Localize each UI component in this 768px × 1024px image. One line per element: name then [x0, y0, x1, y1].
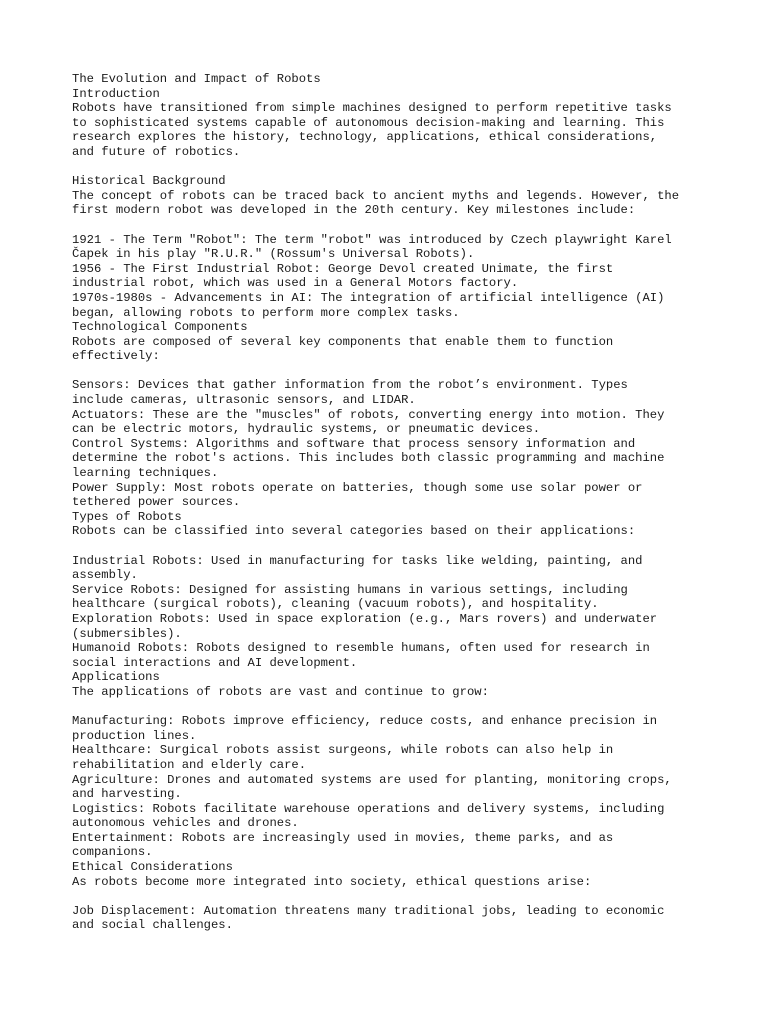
milestone-list — [72, 233, 712, 321]
list-item-line: Čapek in his play "R.U.R." (Rossum's Universal Robots). — [72, 247, 475, 262]
list-item — [72, 743, 712, 772]
list-item-line: 1956 - The First Industrial Robot: George Devol created Unimate, the first — [72, 261, 614, 276]
section-heading-types: Types of Robots — [72, 509, 182, 524]
list-item-line: tethered power sources. — [72, 495, 241, 510]
applications-intro-paragraph — [72, 685, 712, 700]
ethics-intro-paragraph — [72, 875, 712, 890]
list-item-line: rehabilitation and elderly care. — [72, 757, 307, 772]
list-item-line: Industrial Robots: Used in manufacturing for tasks like welding, painting, and — [72, 553, 643, 568]
blank-line — [72, 700, 712, 715]
list-item — [72, 481, 712, 510]
paragraph-line: Robots can be classified into several categories based on their applications: — [72, 524, 636, 539]
list-item-line: Control Systems: Algorithms and software that process sensory information and — [72, 436, 636, 451]
list-item-line: began, allowing robots to perform more complex tasks. — [72, 305, 460, 320]
list-item — [72, 904, 712, 933]
list-item — [72, 831, 712, 860]
ethics-list — [72, 904, 712, 933]
list-item-line: Exploration Robots: Used in space exploration (e.g., Mars rovers) and underwater — [72, 611, 658, 626]
list-item-line: assembly. — [72, 568, 138, 583]
list-item-line: Manufacturing: Robots improve efficiency, reduce costs, and enhance precision in — [72, 714, 658, 729]
blank-line — [72, 539, 712, 554]
applications-list — [72, 714, 712, 860]
components-list — [72, 378, 712, 509]
list-item-line: (submersibles). — [72, 626, 182, 641]
list-item-line: social interactions and AI development. — [72, 655, 358, 670]
list-item-line: include cameras, ultrasonic sensors, and LIDAR. — [72, 393, 416, 408]
paragraph-line: and future of robotics. — [72, 144, 241, 159]
list-item-line: Healthcare: Surgical robots assist surgeons, while robots can also help in — [72, 743, 614, 758]
list-item-line: companions. — [72, 845, 153, 860]
list-item-line: Entertainment: Robots are increasingly used in movies, theme parks, and as — [72, 830, 614, 845]
document-page — [72, 72, 712, 933]
list-item — [72, 802, 712, 831]
paragraph-line: The applications of robots are vast and continue to grow: — [72, 684, 489, 699]
list-item-line: autonomous vehicles and drones. — [72, 816, 299, 831]
introduction-paragraph — [72, 101, 712, 159]
list-item — [72, 262, 712, 291]
history-intro-paragraph — [72, 189, 712, 218]
list-item — [72, 583, 712, 612]
blank-line — [72, 364, 712, 379]
list-item-line: Actuators: These are the "muscles" of robots, converting energy into motion. They — [72, 407, 665, 422]
section-heading-history: Historical Background — [72, 174, 226, 189]
types-intro-paragraph — [72, 524, 712, 539]
list-item-line: determine the robot's actions. This includes both classic programming and machine — [72, 451, 665, 466]
list-item — [72, 408, 712, 437]
list-item-line: Service Robots: Designed for assisting humans in various settings, including — [72, 582, 628, 597]
list-item-line: Logistics: Robots facilitate warehouse operations and delivery systems, including — [72, 801, 665, 816]
list-item — [72, 641, 712, 670]
list-item-line: production lines. — [72, 728, 197, 743]
list-item — [72, 554, 712, 583]
paragraph-line: The concept of robots can be traced back to ancient myths and legends. However, the — [72, 188, 680, 203]
section-heading-ethics: Ethical Considerations — [72, 860, 233, 875]
list-item — [72, 773, 712, 802]
section-heading-components: Technological Components — [72, 320, 248, 335]
list-item-line: healthcare (surgical robots), cleaning (vacuum robots), and hospitality. — [72, 597, 599, 612]
list-item — [72, 378, 712, 407]
list-item-line: can be electric motors, hydraulic systems, or pneumatic devices. — [72, 422, 541, 437]
list-item-line: 1921 - The Term "Robot": The term "robot" was introduced by Czech playwright Karel — [72, 232, 672, 247]
list-item-line: learning techniques. — [72, 466, 219, 481]
components-intro-paragraph — [72, 335, 712, 364]
types-list — [72, 554, 712, 671]
list-item-line: industrial robot, which was used in a General Motors factory. — [72, 276, 519, 291]
list-item-line: Job Displacement: Automation threatens many traditional jobs, leading to economic — [72, 903, 665, 918]
section-heading-applications: Applications — [72, 670, 160, 685]
blank-line — [72, 218, 712, 233]
list-item — [72, 437, 712, 481]
paragraph-line: effectively: — [72, 349, 160, 364]
list-item-line: 1970s-1980s - Advancements in AI: The integration of artificial intelligence (AI) — [72, 290, 665, 305]
blank-line — [72, 889, 712, 904]
list-item-line: Sensors: Devices that gather information from the robot’s environment. Types — [72, 378, 628, 393]
document-title: The Evolution and Impact of Robots — [72, 72, 321, 86]
list-item-line: and social challenges. — [72, 918, 233, 933]
paragraph-line: first modern robot was developed in the 20th century. Key milestones include: — [72, 203, 636, 218]
list-item-line: Agriculture: Drones and automated systems are used for planting, monitoring crops, — [72, 772, 672, 787]
paragraph-line: As robots become more integrated into society, ethical questions arise: — [72, 874, 592, 889]
list-item-line: and harvesting. — [72, 787, 182, 802]
paragraph-line: to sophisticated systems capable of autonomous decision-making and learning. This — [72, 115, 665, 130]
blank-line — [72, 160, 712, 175]
paragraph-line: research explores the history, technology, applications, ethical considerations, — [72, 130, 658, 145]
list-item-line: Power Supply: Most robots operate on batteries, though some use solar power or — [72, 480, 643, 495]
paragraph-line: Robots are composed of several key components that enable them to function — [72, 334, 614, 349]
paragraph-line: Robots have transitioned from simple machines designed to perform repetitive tasks — [72, 101, 672, 116]
list-item — [72, 233, 712, 262]
list-item-line: Humanoid Robots: Robots designed to resemble humans, often used for research in — [72, 641, 650, 656]
list-item — [72, 714, 712, 743]
list-item — [72, 612, 712, 641]
list-item — [72, 291, 712, 320]
section-heading-introduction: Introduction — [72, 86, 160, 101]
